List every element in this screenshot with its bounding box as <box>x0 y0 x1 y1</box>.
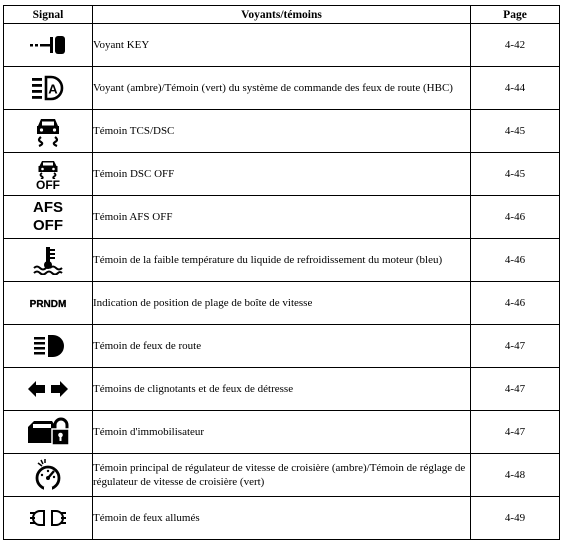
afs-off-icon <box>4 196 93 239</box>
dsc-off-icon <box>4 153 93 196</box>
row-description: Témoin AFS OFF <box>93 196 471 239</box>
gear-position-icon-label: PRNDM <box>29 299 67 310</box>
row-page: 4-47 <box>471 368 560 411</box>
row-description: Voyant (ambre)/Témoin (vert) du système de commande des feux de route (HBC) <box>93 67 471 110</box>
row-page: 4-46 <box>471 282 560 325</box>
row-page: 4-47 <box>471 411 560 454</box>
row-description: Témoin d'immobilisateur <box>93 411 471 454</box>
row-page: 4-44 <box>471 67 560 110</box>
coolant-temperature-icon <box>4 239 93 282</box>
dsc-off-icon-label: OFF <box>36 178 60 192</box>
key-warning-icon <box>4 24 93 67</box>
row-description: Témoin TCS/DSC <box>93 110 471 153</box>
afs-off-icon-label: OFF <box>33 217 63 234</box>
svg-text:A: A <box>48 81 58 97</box>
cruise-control-icon <box>4 454 93 497</box>
row-description: Indication de position de plage de boîte de vitesse <box>93 282 471 325</box>
header-signal: Signal <box>4 6 93 24</box>
table-row <box>4 368 560 411</box>
high-beam-icon <box>4 325 93 368</box>
row-description: Témoin de feux de route <box>93 325 471 368</box>
table-row <box>4 24 560 67</box>
turn-signal-arrows-icon <box>4 368 93 411</box>
row-description: Témoin de feux allumés <box>93 497 471 540</box>
row-description: Témoin de la faible température du liquide de refroidissement du moteur (bleu) <box>93 239 471 282</box>
row-description: Témoin principal de régulateur de vitesse de croisière (ambre)/Témoin de réglage de régulateur de vitesse de croisière (vert) <box>93 454 471 497</box>
header-description: Voyants/témoins <box>93 6 471 24</box>
row-page: 4-45 <box>471 153 560 196</box>
table-row <box>4 325 560 368</box>
row-page: 4-49 <box>471 497 560 540</box>
lights-on-icon <box>4 497 93 540</box>
row-page: 4-42 <box>471 24 560 67</box>
gear-position-icon <box>4 282 93 325</box>
row-description: Voyant KEY <box>93 24 471 67</box>
table-row <box>4 411 560 454</box>
table-row <box>4 153 560 196</box>
signal-table <box>3 5 560 540</box>
row-page: 4-46 <box>471 239 560 282</box>
table-row <box>4 282 560 325</box>
table-row <box>4 497 560 540</box>
row-page: 4-47 <box>471 325 560 368</box>
immobilizer-icon <box>4 411 93 454</box>
row-description: Témoins de clignotants et de feux de détresse <box>93 368 471 411</box>
table-row <box>4 196 560 239</box>
afs-icon-label: AFS <box>33 199 63 216</box>
row-page: 4-48 <box>471 454 560 497</box>
table-row <box>4 67 560 110</box>
row-description: Témoin DSC OFF <box>93 153 471 196</box>
header-row <box>4 6 560 24</box>
table-row <box>4 454 560 497</box>
row-page: 4-45 <box>471 110 560 153</box>
table-row <box>4 110 560 153</box>
table-row <box>4 239 560 282</box>
hbc-headlight-icon <box>4 67 93 110</box>
row-page: 4-46 <box>471 196 560 239</box>
tcs-dsc-icon <box>4 110 93 153</box>
header-page: Page <box>471 6 560 24</box>
